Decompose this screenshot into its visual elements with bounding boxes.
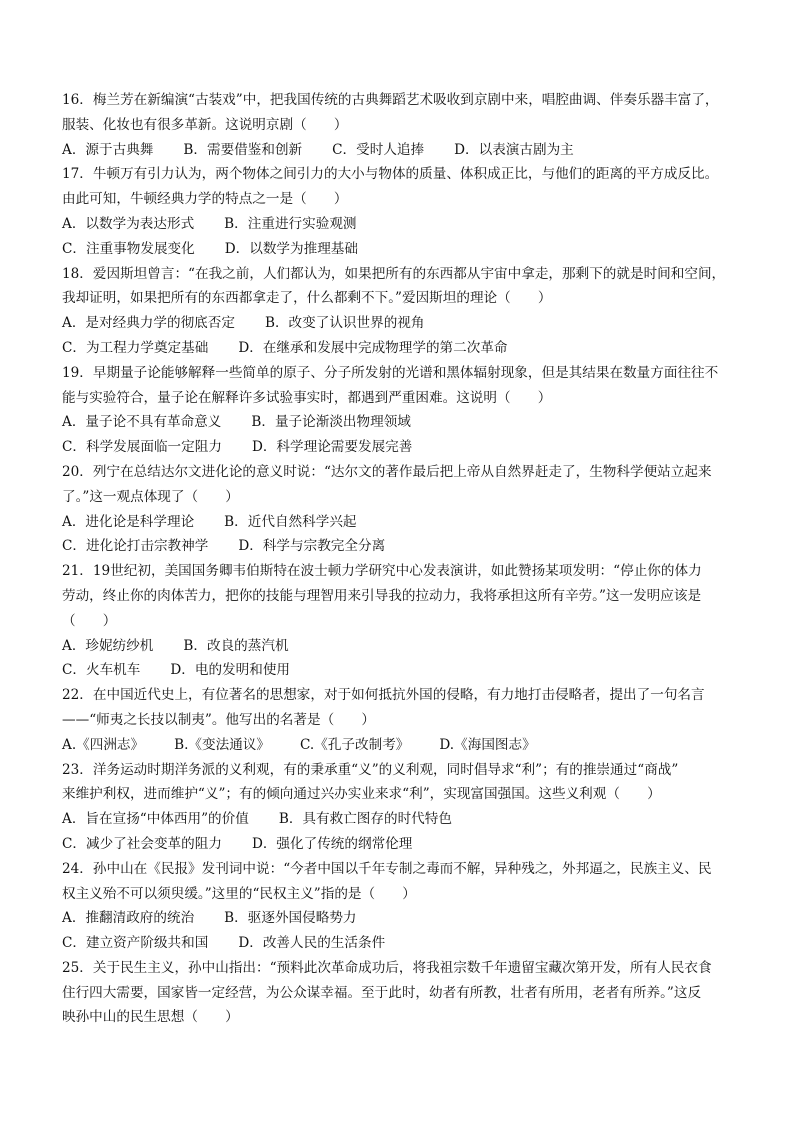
- answer-option: C．科学发展面临一定阻力: [62, 439, 222, 456]
- option-row: [62, 733, 742, 758]
- question-block: [62, 758, 742, 857]
- answer-option: D．电的发明和使用: [170, 662, 291, 679]
- answer-option: A．旨在宣扬“中体西用”的价值: [62, 811, 249, 828]
- question-stem-line: （ ）: [62, 612, 117, 629]
- question-stem-line: 25．关于民生主义，孙中山指出：“预料此次革命成功后，将我祖宗数千年遗留宝藏次第开发，所有人民衣食: [62, 959, 712, 976]
- question-block: [62, 683, 742, 757]
- answer-option: D．科学理论需要发展完善: [251, 439, 413, 456]
- question-stem-line: 劳动，终止你的肉体苦力，把你的技能与理智用来引导我的拉动力，我将承担这所有辛劳。”这一发明应该是: [62, 587, 702, 604]
- option-row: [62, 534, 742, 559]
- answer-option: B．具有救亡图存的时代特色: [278, 811, 452, 828]
- option-row: [62, 832, 742, 857]
- option-row: [62, 634, 742, 659]
- question-stem-line: 映孙中山的民生思想（ ）: [62, 1009, 239, 1026]
- answer-option: A．以数学为表达形式: [62, 215, 195, 232]
- answer-option: B．需要借鉴和创新: [183, 141, 303, 158]
- answer-option: C．受时人追捧: [332, 141, 425, 158]
- option-row: [62, 212, 742, 237]
- answer-option: A．推翻清政府的统治: [62, 910, 195, 927]
- option-row: [62, 510, 742, 535]
- answer-option: B．改变了认识世界的视角: [264, 315, 425, 332]
- exam-page: [62, 88, 742, 1030]
- answer-option: D．科学与宗教完全分离: [238, 538, 386, 555]
- question-block: [62, 857, 742, 956]
- question-stem-line: ——“师夷之长技以制夷”。他写出的名著是（ ）: [62, 711, 375, 728]
- question-stem-line: 20．列宁在总结达尔文进化论的意义时说：“达尔文的著作最后把上帝从自然界赶走了，生物科学便站立起来: [62, 463, 712, 480]
- answer-option: C．火车机车: [62, 662, 141, 679]
- question-stem-line: 22．在中国近代史上，有位著名的思想家，对于如何抵抗外国的侵略，有力地打击侵略者，提出了一句名言: [62, 687, 705, 704]
- answer-option: A．量子论不具有革命意义: [62, 414, 222, 431]
- answer-option: B.《变法通议》: [174, 736, 270, 753]
- answer-option: B．近代自然科学兴起: [224, 513, 357, 530]
- option-row: [62, 807, 742, 832]
- option-row: [62, 138, 742, 163]
- answer-option: B．量子论渐淡出物理领域: [251, 414, 411, 431]
- answer-option: D．改善人民的生活条件: [238, 935, 386, 952]
- question-block: [62, 162, 742, 261]
- question-stem-line: 服装、化妆也有很多革新。这说明京剧（ ）: [62, 116, 348, 133]
- question-stem-line: 住行四大需要，国家皆一定经营，为公众谋幸福。至于此时，幼者有所教，壮者有所用，老者有所养。”这反: [62, 984, 702, 1001]
- answer-option: D．以表演古剧为主: [454, 141, 574, 158]
- question-stem-line: 23．洋务运动时期洋务派的义利观，有的秉承重“义”的义利观，同时倡导求“利”；有的推崇通过“商战”: [62, 761, 679, 778]
- question-stem-line: 24．孙中山在《民报》发刊词中说：“今者中国以千年专制之毒而不解，异种残之，外邦逼之，民族主义、民: [62, 860, 712, 877]
- answer-option: C．注重事物发展变化: [62, 240, 195, 257]
- option-row: [62, 311, 742, 336]
- answer-option: D．在继承和发展中完成物理学的第二次革命: [238, 339, 508, 356]
- option-row: [62, 336, 742, 361]
- option-row: [62, 931, 742, 956]
- question-block: [62, 88, 742, 162]
- option-row: [62, 658, 742, 683]
- question-stem-line: 19．早期量子论能够解释一些简单的原子、分子所发射的光谱和黑体辐射现象，但是其结果在数量方面往往不: [62, 364, 719, 381]
- option-row: [62, 410, 742, 435]
- option-row: [62, 435, 742, 460]
- question-stem-line: 17．牛顿万有引力认为，两个物体之间引力的大小与物体的质量、体积成正比，与他们的距离的平方成反比。: [62, 166, 719, 183]
- question-stem-line: 了。”这一观点体现了（ ）: [62, 488, 239, 505]
- answer-option: C．建立资产阶级共和国: [62, 935, 209, 952]
- answer-option: A.《四洲志》: [62, 736, 145, 753]
- answer-option: D．以数学为推理基础: [224, 240, 358, 257]
- answer-option: C．减少了社会变革的阻力: [62, 835, 222, 852]
- question-stem-line: 16．梅兰芳在新编演“古装戏”中，把我国传统的古典舞蹈艺术吸收到京剧中来，唱腔曲调、伴奏乐器丰富了，: [62, 92, 719, 108]
- answer-option: A．进化论是科学理论: [62, 513, 195, 530]
- question-block: [62, 956, 742, 1030]
- question-stem-line: 18．爱因斯坦曾言：“在我之前，人们都认为，如果把所有的东西都从宇宙中拿走，那剩下的就是时间和空间，: [62, 265, 726, 282]
- option-row: [62, 237, 742, 262]
- question-stem-line: 21．19世纪初，美国国务卿韦伯斯特在波士顿力学研究中心发表演讲，如此赞扬某项发明：“停止你的体力: [62, 563, 702, 580]
- question-block: [62, 262, 742, 361]
- option-row: [62, 906, 742, 931]
- question-stem-line: 我却证明，如果把所有的东西都拿走了，什么都剩不下。”爱因斯坦的理论（ ）: [62, 290, 552, 307]
- answer-option: A．是对经典力学的彻底否定: [62, 315, 235, 332]
- answer-option: B．注重进行实验观测: [224, 215, 357, 232]
- answer-option: C.《孔子改制考》: [299, 736, 410, 753]
- question-stem-line: 来维护利权，进而维护“义”；有的倾向通过兴办实业来求“利”，实现富国强国。这些义利观（ ）: [62, 786, 661, 803]
- answer-option: D．强化了传统的纲常伦理: [251, 835, 413, 852]
- question-block: [62, 361, 742, 460]
- question-block: [62, 559, 742, 683]
- answer-option: C．进化论打击宗教神学: [62, 538, 209, 555]
- answer-option: B．改良的蒸汽机: [183, 637, 289, 654]
- answer-option: B．驱逐外国侵略势力: [224, 910, 357, 927]
- question-stem-line: 能与实验符合，量子论在解释许多试验事实时，都遇到严重困难。这说明（ ）: [62, 389, 552, 406]
- question-block: [62, 460, 742, 559]
- answer-option: A．珍妮纺纱机: [62, 637, 154, 654]
- question-stem-line: 由此可知，牛顿经典力学的特点之一是（ ）: [62, 191, 348, 208]
- answer-option: A．源于古典舞: [62, 141, 154, 158]
- answer-option: C．为工程力学奠定基础: [62, 339, 209, 356]
- question-stem-line: 权主义殆不可以须臾缓。”这里的“民权主义”指的是（ ）: [62, 885, 416, 902]
- answer-option: D.《海国图志》: [439, 736, 536, 753]
